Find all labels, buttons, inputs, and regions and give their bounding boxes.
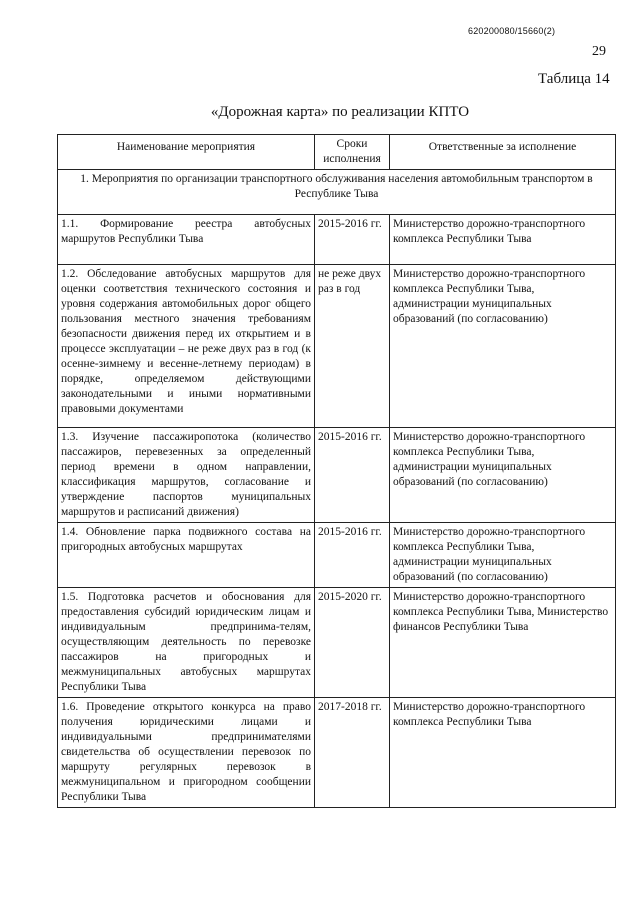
activity-name-cell: 1.5. Подготовка расчетов и обоснования для предоставления субсидий юридическим лицам и индивидуальным предпринима-телям, осуществляющим деятельность по перевозке пассажиров на пригородных и межмуниципальных автобусных маршрутах Республики Тыва	[58, 588, 315, 698]
header-name-cell: Наименование мероприятия	[58, 135, 315, 170]
table-row	[58, 523, 616, 588]
table-row	[58, 588, 616, 698]
roadmap-table	[57, 134, 616, 808]
document-code: 620200080/15660(2)	[468, 26, 556, 36]
responsible-cell: Министерство дорожно-транспортного комплекса Республики Тыва	[390, 698, 616, 808]
term-cell: не реже двух раз в год	[315, 265, 390, 428]
header-term-cell: Сроки исполнения	[315, 135, 390, 170]
term-cell: 2015-2016 гг.	[315, 215, 390, 265]
responsible-cell: Министерство дорожно-транспортного комплекса Республики Тыва, администрации муниципальных образований (по согласованию)	[390, 265, 616, 428]
table-header-row	[58, 135, 616, 170]
term-cell: 2015-2016 гг.	[315, 428, 390, 523]
term-cell: 2015-2020 гг.	[315, 588, 390, 698]
table-label: Таблица 14	[538, 71, 610, 87]
responsible-cell: Министерство дорожно-транспортного комплекса Республики Тыва, Министерство финансов Республики Тыва	[390, 588, 616, 698]
activity-name-cell: 1.3. Изучение пассажиропотока (количество пассажиров, перевезенных за определенный период времени в одном направлении, классификация маршрутов, согласование и утверждение паспортов муниципальных маршрутов и расписаний движения)	[58, 428, 315, 523]
activity-name-cell: 1.4. Обновление парка подвижного состава на пригородных автобусных маршрутах	[58, 523, 315, 588]
responsible-cell: Министерство дорожно-транспортного комплекса Республики Тыва	[390, 215, 616, 265]
activity-name-cell: 1.6. Проведение открытого конкурса на право получения юридическими лицами и индивидуальными предпринимателями свидетельства об осуществлении перевозок по маршруту регулярных перевозок в межмуниципальном и пригородном сообщении Республики Тыва	[58, 698, 315, 808]
table-row	[58, 265, 616, 428]
document-title: «Дорожная карта» по реализации КПТО	[210, 104, 470, 120]
header-responsible-cell: Ответственные за исполнение	[390, 135, 616, 170]
activity-name-cell: 1.1. Формирование реестра автобусных маршрутов Республики Тыва	[58, 215, 315, 265]
activity-name-cell: 1.2. Обследование автобусных маршрутов для оценки соответствия технического состояния и уровня содержания автомобильных дорог общего пользования местного значения требованиям безопасности движения перед их открытием и в процессе эксплуатации – не реже двух раз в год (к осенне-зимнему и весенне-летнему периодам) в порядке, определяемом действующими законодательными и иными нормативными правовыми документами	[58, 265, 315, 428]
table-row	[58, 215, 616, 265]
section-title: 1. Мероприятия по организации транспортного обслуживания населения автомобильным транспортом в Республике Тыва	[58, 170, 616, 215]
responsible-cell: Министерство дорожно-транспортного комплекса Республики Тыва, администрации муниципальных образований (по согласованию)	[390, 523, 616, 588]
section-row	[58, 170, 616, 215]
term-cell: 2017-2018 гг.	[315, 698, 390, 808]
page-number: 29	[592, 44, 606, 59]
responsible-cell: Министерство дорожно-транспортного комплекса Республики Тыва, администрации муниципальных образований (по согласованию)	[390, 428, 616, 523]
table-row	[58, 428, 616, 523]
term-cell: 2015-2016 гг.	[315, 523, 390, 588]
table-row	[58, 698, 616, 808]
